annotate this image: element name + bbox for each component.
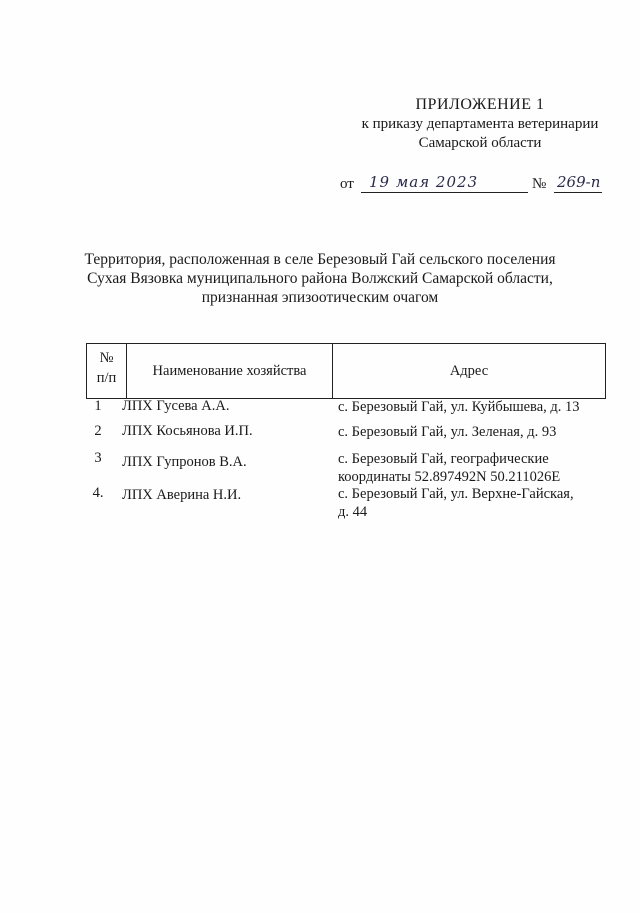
appendix-block <box>340 96 620 152</box>
row-address-line-1: с. Березовый Гай, ул. Зеленая, д. 93 <box>338 424 557 440</box>
row-address <box>338 423 606 441</box>
order-date-field <box>361 174 528 193</box>
order-number-field <box>554 174 602 193</box>
row-number: 3 <box>94 450 102 466</box>
row-farm-name: ЛПХ Гупронов В.А. <box>122 454 247 470</box>
row-address <box>338 485 606 521</box>
appendix-region: Самарской области <box>418 135 542 151</box>
row-address-line-1: с. Березовый Гай, географические <box>338 451 549 467</box>
row-number: 1 <box>94 398 102 414</box>
row-farm-name: ЛПХ Косьянова И.П. <box>122 423 253 439</box>
order-date-handwritten: 19 мая 2023 <box>369 173 479 191</box>
row-address <box>338 450 606 486</box>
title-line-1: Территория, расположенная в селе Березовый Гай сельского поселения <box>84 251 556 268</box>
row-address-line-2: д. 44 <box>338 504 368 520</box>
row-address-line-2: координаты 52.897492N 50.211026E <box>338 469 561 485</box>
farms-table <box>86 343 606 520</box>
appendix-title: ПРИЛОЖЕНИЕ 1 <box>415 96 545 113</box>
appendix-order-reference: к приказу департамента ветеринарии <box>361 116 599 132</box>
header-name-cell <box>127 344 333 398</box>
header-address-label: Адрес <box>449 362 489 379</box>
table-header-row <box>86 343 606 399</box>
row-address <box>338 398 606 416</box>
row-number: 4. <box>92 485 104 501</box>
header-number-abbrev: п/п <box>96 370 117 386</box>
row-farm-name: ЛПХ Гусева А.А. <box>122 398 230 414</box>
title-line-3: признанная эпизоотическим очагом <box>201 289 439 306</box>
row-address-line-1: с. Березовый Гай, ул. Верхне-Гайская, <box>338 486 574 502</box>
header-address-cell <box>333 344 605 398</box>
header-name-label: Наименование хозяйства <box>152 362 307 379</box>
order-number-label: № <box>532 176 547 192</box>
row-address-line-1: с. Березовый Гай, ул. Куйбышева, д. 13 <box>338 399 580 415</box>
title-line-2: Сухая Вязовка муниципального района Волжский Самарской области, <box>87 270 553 287</box>
row-farm-name: ЛПХ Аверина Н.И. <box>122 487 242 503</box>
order-date-line <box>340 174 602 196</box>
document-title <box>80 250 560 307</box>
header-number-cell <box>87 344 127 398</box>
header-number-symbol: № <box>99 350 114 366</box>
date-from-label: от <box>340 176 354 192</box>
order-number-handwritten: 269-п <box>557 173 601 191</box>
row-number: 2 <box>94 423 102 439</box>
